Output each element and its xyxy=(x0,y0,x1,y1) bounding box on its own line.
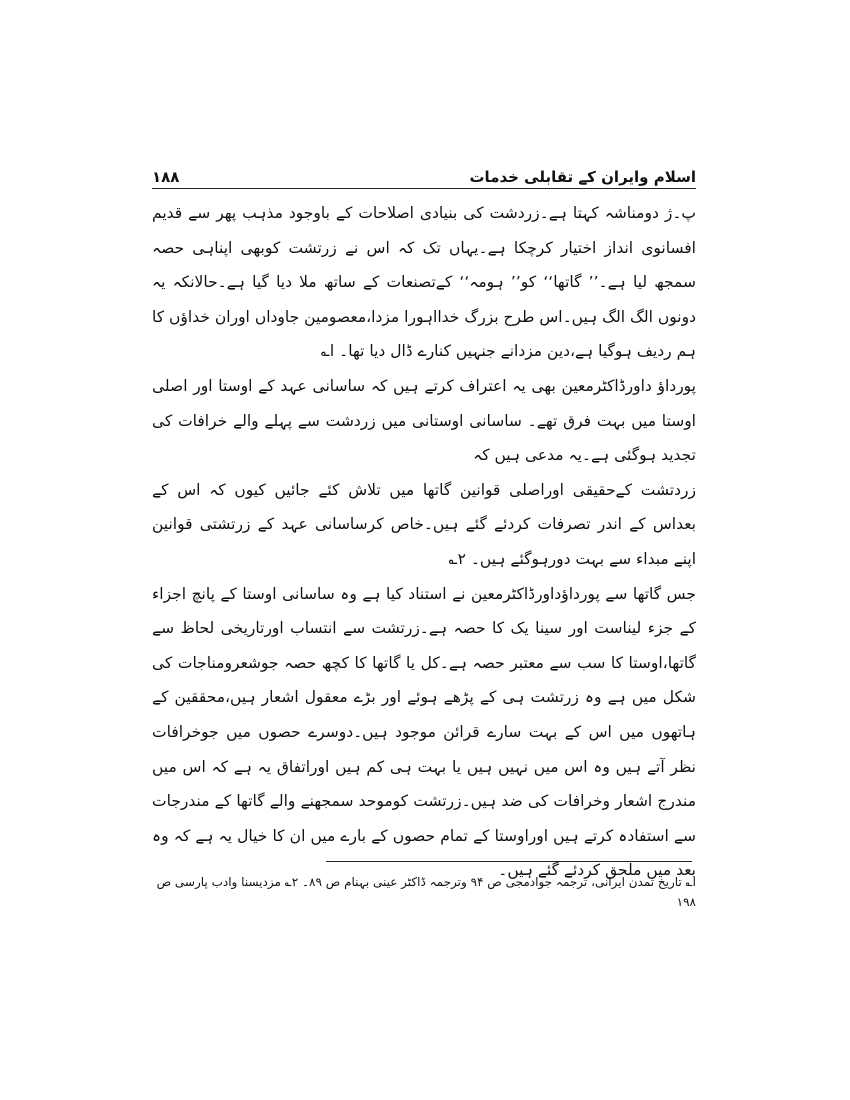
header-title: اسلام وایران کے تقابلی خدمات xyxy=(469,168,696,186)
header-divider xyxy=(152,188,696,189)
page-number: ۱۸۸ xyxy=(152,168,180,186)
paragraph-4: جس گاتھا سے پورداؤداورڈاکٹرمعین نے استناد کیا ہے وہ ساسانی اوستا کے پانچ اجزاء کے جزء لیناست اور سینا یک کا حصہ ہے۔زرتشت سے انتساب اورتاریخی لحاظ سے گاتھا،اوستا کا سب سے معتبر حصہ ہے۔کل یا گاتھا کا کچھ حصہ جوشعرومناجات کی شکل میں ہے وہ زرتشت ہی کے پڑھے ہوئے اور بڑے معقول اشعار ہیں،محققین کے ہاتھوں میں اس کے بہت سارے قرائن موجود ہیں۔دوسرے حصوں میں جوخرافات نظر آتے ہیں وہ اس میں نہیں ہیں یا بہت ہی کم ہیں اوراتفاق یہ ہے کہ اس میں مندرج اشعار وخرافات کی ضد ہیں۔زرتشت کوموحد سمجھنے والے گاتھا کے مندرجات سے استفادہ کرتے ہیں اوراوستا کے تمام حصوں کے بارے میں ان کا خیال یہ ہے کہ وہ بعد میں ملحق کردئے گئے ہیں۔ xyxy=(152,584,696,880)
running-header xyxy=(152,160,696,186)
footnote-divider xyxy=(326,861,692,862)
footnotes: ا؎ تاریخ تمدن ایرانی، ترجمہ جوادمجی ص ۹۴ وترجمہ ڈاکٹر عینی بہنام ص ۸۹۔ ۲؎ مزدیسنا وادب پارسی ص ۱۹۸ xyxy=(156,875,696,909)
paragraph-quote: زردتشت کےحقیقی اوراصلی قوانین گاتھا میں تلاش کئے جائیں کیوں کہ اس کے بعداس کے اندر تصرفات کردئے گئے ہیں۔خاص کرساسانی عہد کے زرتشتی قوانین اپنے مبداء سے بہت دورہوگئے ہیں۔ ۲؎ xyxy=(152,480,696,568)
body-text xyxy=(152,196,696,880)
paragraph-2: پورداؤ داورڈاکٹرمعین بھی یہ اعتراف کرتے ہیں کہ ساسانی عہد کے اوستا اور اصلی اوستا میں بہت فرق تھے۔ ساسانی اوستانی میں زردشت سے پہلے والے خرافات کی تجدید ہوگئی ہے۔یہ مدعی ہیں کہ xyxy=(152,376,696,465)
paragraph-1: پ۔ژ دومناشہ کہتا ہے۔زردشت کی بنیادی اصلاحات کے باوجود مذہب پھر سے قدیم افسانوی انداز اختیار کرچکا ہے۔یہاں تک کہ اس نے زرتشت کوبھی اپناہی حصہ سمجھ لیا ہے۔’’ گاتھا‘‘ کو’’ ہومہ‘‘ کےتصنعات کے ساتھ ملا دیا گیا ہے۔حالانکہ یہ دونوں الگ الگ ہیں۔اس طرح بزرگ خدااہورا مزدا،معصومین جاوداں اوران خداؤں کا ہم ردیف ہوگیا ہے،دین مزدانے جنہیں کنارے ڈال دیا تھا۔ ا؎ xyxy=(152,204,696,361)
